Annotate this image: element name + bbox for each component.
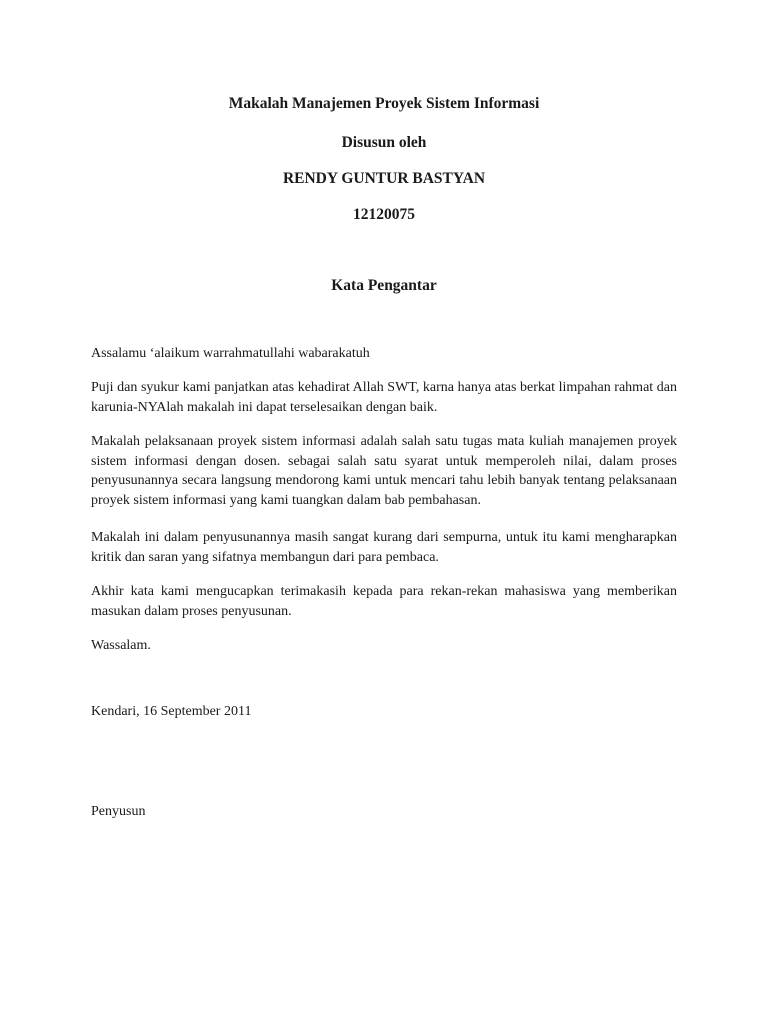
document-title: Makalah Manajemen Proyek Sistem Informasi	[228, 95, 540, 112]
signature-label: Penyusun	[91, 804, 146, 819]
paragraph-3: Makalah ini dalam penyusunannya masih sangat kurang dari sempurna, untuk itu kami mengharapkan kritik dan saran yang sifatnya membangun dari para pembaca.	[91, 530, 677, 565]
composed-by-label: Disusun oleh	[341, 134, 427, 151]
place-date: Kendari, 16 September 2011	[91, 704, 252, 719]
paragraph-2: Makalah pelaksanaan proyek sistem informasi adalah salah satu tugas mata kuliah manajemen proyek sistem informasi dengan dosen. sebagai salah satu syarat untuk memperoleh nilai, dalam proses penyusunannya secara langsung mendorong kami untuk mencari tahu lebih banyak tentang pelaksanaan proyek sistem informasi yang kami tuangkan dalam bab pembahasan.	[91, 434, 677, 508]
closing-greeting: Wassalam.	[91, 638, 151, 653]
section-heading: Kata Pengantar	[331, 277, 437, 294]
author-name: RENDY GUNTUR BASTYAN	[282, 170, 486, 187]
student-id: 12120075	[353, 206, 415, 223]
paragraph-1: Puji dan syukur kami panjatkan atas kehadirat Allah SWT, karna hanya atas berkat limpahan rahmat dan karunia-NYAlah makalah ini dapat terselesaikan dengan baik.	[91, 380, 677, 415]
paragraph-4: Akhir kata kami mengucapkan terimakasih kepada para rekan-rekan mahasiswa yang memberikan masukan dalam proses penyusunan.	[91, 584, 677, 619]
greeting: Assalamu ‘alaikum warrahmatullahi wabarakatuh	[91, 346, 370, 361]
